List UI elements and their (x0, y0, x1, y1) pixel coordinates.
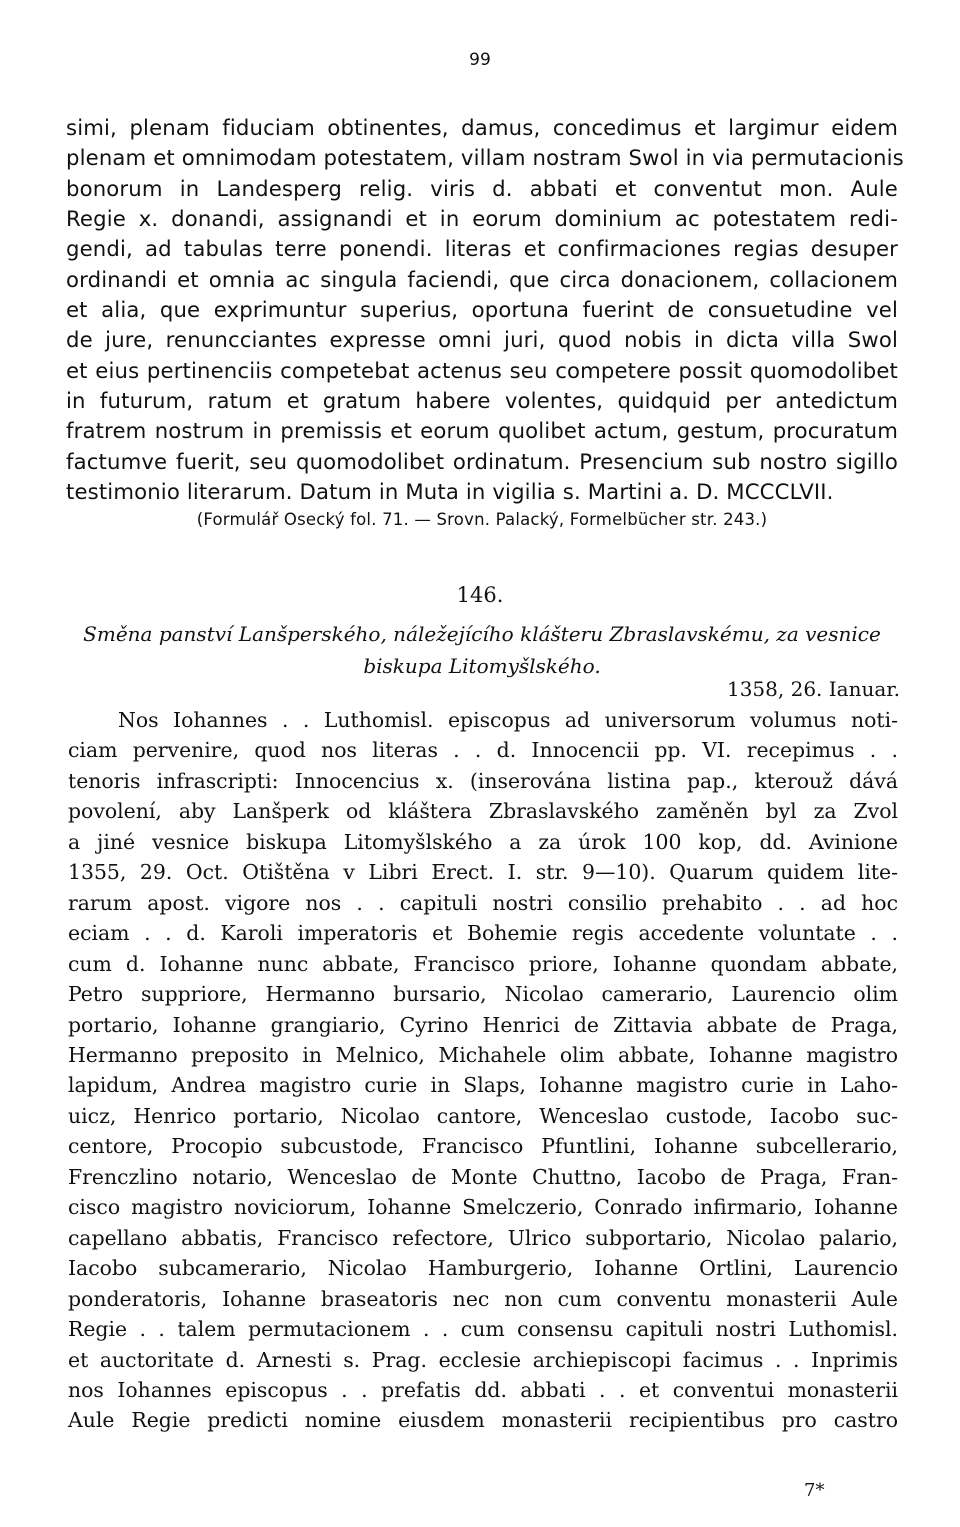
continuation-text (66, 113, 904, 507)
regest-heading (66, 618, 898, 682)
signature-mark: 7* (804, 1480, 825, 1501)
body-line: cum d. Iohanne nunc abbate, Francisco priore, Iohanne quondam abbate, (68, 951, 898, 976)
body-line: a jiné vesnice biskupa Litomyšlského a za úrok 100 kop, dd. Avinione (68, 829, 898, 854)
body-line: Petro suppriore, Hermanno bursario, Nicolao camerario, Laurencio olim (68, 982, 898, 1007)
page-number: 99 (469, 50, 491, 70)
body-line: Iacobo subcamerario, Nicolao Hamburgerio, Iohanne Ortlini, Laurencio (68, 1256, 898, 1281)
source-note: (Formulář Osecký fol. 71. — Srovn. Palacký, Formelbücher str. 243.) (196, 510, 768, 529)
regest-line: Směna panství Lanšperského, náležejícího klášteru Zbraslavskému, za vesnice (83, 622, 881, 646)
text-line: testimonio literarum. Datum in Muta in vigilia s. Martini a. D. MCCCLVII. (66, 479, 834, 505)
body-line: uicz, Henrico portario, Nicolao cantore, Wenceslao custode, Iacobo suc- (68, 1103, 898, 1128)
body-line: 1355, 29. Oct. Otištěna v Libri Erect. I. str. 9—10). Quarum quidem lite- (68, 860, 898, 885)
body-line: Aule Regie predicti nomine eiusdem monasterii recipientibus pro castro (68, 1408, 898, 1433)
document-number: 146. (456, 583, 504, 607)
text-line: et alia, que exprimuntur superius, oportuna fuerint de consuetudine vel (66, 297, 898, 323)
text-line: ordinandi et omnia ac singula faciendi, que circa donacionem, collacionem (66, 266, 898, 292)
text-line: factumve fuerit, seu quomodolibet ordinatum. Presencium sub nostro sigillo (66, 448, 898, 474)
body-line: Nos Iohannes . . Luthomisl. episcopus ad universorum volumus noti- (118, 708, 898, 732)
body-line: Frenczlino notario, Wenceslao de Monte Chuttno, Iacobo de Praga, Fran- (68, 1164, 898, 1189)
text-line: et eius pertinenciis competebat actenus seu competere possit quomodolibet (66, 357, 898, 383)
text-line: bonorum in Landesperg relig. viris d. abbati et conventut mon. Aule (66, 175, 898, 201)
text-line: plenam et omnimodam potestatem, villam nostram Swol in via permutacionis (66, 145, 904, 171)
body-line: povolení, aby Lanšperk od kláštera Zbraslavského zaměněn byl za Zvol (68, 799, 898, 824)
body-line: Regie . . talem permutacionem . . cum consensu capituli nostri Luthomisl. (68, 1317, 898, 1342)
body-line: lapidum, Andrea magistro curie in Slaps, Iohanne magistro curie in Laho- (68, 1073, 898, 1098)
body-line: cisco magistro noviciorum, Iohanne Smelczerio, Conrado infirmario, Iohanne (68, 1195, 898, 1220)
body-line: ponderatoris, Iohanne braseatoris nec non cum conventu monasterii Aule (68, 1286, 898, 1311)
document-body (68, 705, 898, 1436)
body-line: Hermanno preposito in Melnico, Michahele olim abbate, Iohanne magistro (68, 1042, 898, 1067)
body-line: rarum apost. vigore nos . . capituli nostri consilio prehabito . . ad hoc (68, 890, 898, 915)
body-line: portario, Iohanne grangiario, Cyrino Henrici de Zittavia abbate de Praga, (68, 1012, 898, 1037)
text-line: gendi, ad tabulas terre ponendi. literas et confirmaciones regias desuper (66, 236, 898, 262)
regest-line: biskupa Litomyšlského. (363, 654, 601, 678)
text-line: fratrem nostrum in premissis et eorum quolibet actum, gestum, procuratum (66, 418, 898, 444)
body-line: tenoris infrascripti: Innocencius x. (inserována listina pap., kterouž dává (68, 768, 898, 793)
text-line: de jure, renuncciantes expresse omni juri, quod nobis in dicta villa Swol (66, 327, 898, 353)
body-line: eciam . . d. Karoli imperatoris et Bohemie regis accedente voluntate . . (68, 921, 898, 946)
body-line: nos Iohannes episcopus . . prefatis dd. abbati . . et conventui monasterii (68, 1377, 898, 1402)
text-line: Regie x. donandi, assignandi et in eorum dominium ac potestatem redi- (66, 206, 898, 232)
body-line: et auctoritate d. Arnesti s. Prag. ecclesie archiepiscopi facimus . . Inprimis (68, 1347, 898, 1372)
text-line: in futurum, ratum et gratum habere volentes, quidquid per antedictum (66, 388, 898, 414)
body-line: centore, Procopio subcustode, Francisco Pfuntlini, Iohanne subcellerario, (68, 1134, 898, 1159)
text-line: simi, plenam fiduciam obtinentes, damus, concedimus et largimur eidem (66, 115, 898, 140)
document-date: 1358, 26. Ianuar. (726, 677, 900, 701)
body-line: capellano abbatis, Francisco refectore, Ulrico subportario, Nicolao palario, (68, 1225, 898, 1250)
body-line: ciam pervenire, quod nos literas . . d. Innocencii pp. VI. recepimus . . (68, 738, 898, 763)
